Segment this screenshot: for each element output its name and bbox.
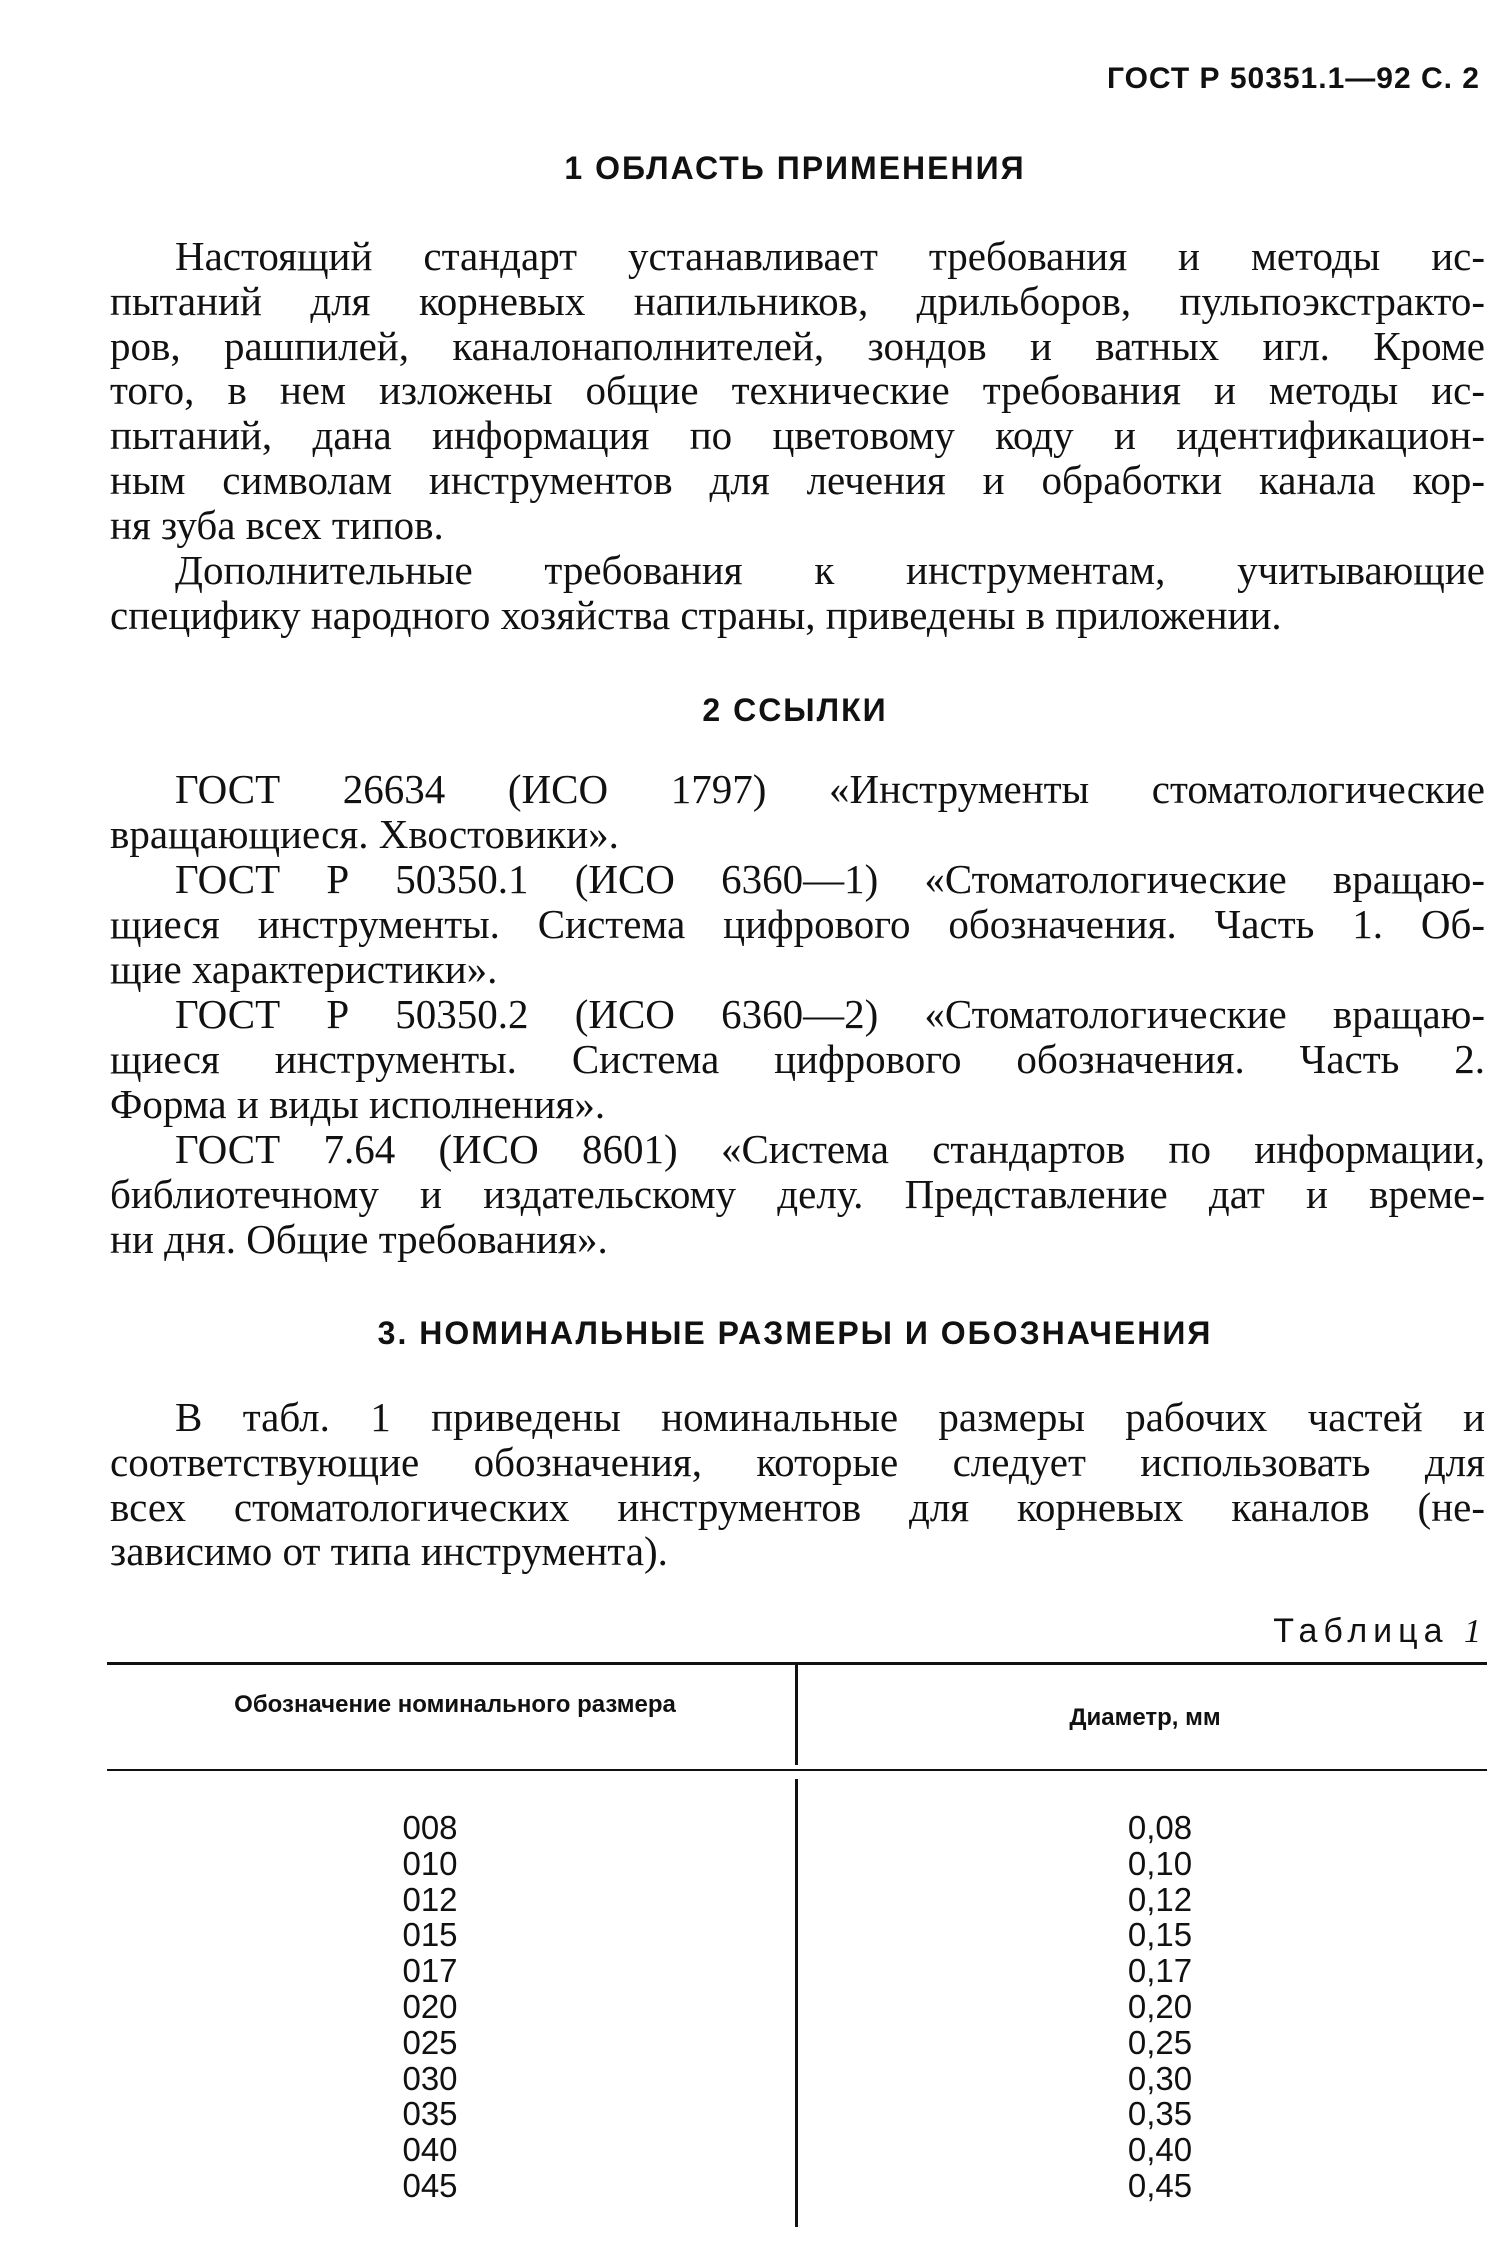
scope-paragraph-1 bbox=[110, 234, 1485, 548]
text-line: библиотечному и издательскому делу. Представление дат и време- bbox=[110, 1170, 1485, 1217]
column-header-diameter: Диаметр, мм bbox=[1069, 1704, 1221, 1731]
text-line: вращающиеся. Хвостовики». bbox=[110, 810, 619, 857]
table-cell-designation: 017 bbox=[402, 1952, 458, 1990]
text-line: щиеся инструменты. Система цифрового обозначения. Часть 2. bbox=[110, 1035, 1485, 1082]
table-header-column-divider bbox=[795, 1665, 798, 1765]
table-cell-diameter: 0,17 bbox=[1127, 1952, 1193, 1990]
text-line: щиеся инструменты. Система цифрового обозначения. Часть 1. Об- bbox=[110, 900, 1485, 947]
table-cell-designation: 012 bbox=[402, 1880, 458, 1918]
section-title-sizes: 3. НОМИНАЛЬНЫЕ РАЗМЕРЫ И ОБОЗНАЧЕНИЯ bbox=[377, 1315, 1213, 1351]
reference-item bbox=[110, 767, 1485, 857]
table-caption bbox=[1000, 1612, 1487, 1651]
text-line: пытаний, дана информация по цветовому коду и идентификацион- bbox=[110, 412, 1485, 459]
table-cell-designation: 035 bbox=[402, 2095, 458, 2133]
section-title-references: 2 ССЫЛКИ bbox=[702, 692, 888, 728]
text-line: ГОСТ 7.64 (ИСО 8601) «Система стандартов по информации, bbox=[175, 1126, 1485, 1172]
column-header-designation: Обозначение номинального размера bbox=[234, 1691, 676, 1718]
text-line: ГОСТ Р 50350.1 (ИСО 6360—1) «Стоматологические вращаю- bbox=[175, 856, 1485, 902]
sizes-paragraph bbox=[110, 1395, 1485, 1574]
reference-item bbox=[110, 1127, 1485, 1261]
table-cell-diameter: 0,20 bbox=[1127, 1987, 1193, 2025]
reference-item bbox=[110, 992, 1485, 1126]
table-cell-designation: 030 bbox=[402, 2059, 458, 2097]
text-line: зависимо от типа инструмента). bbox=[110, 1528, 668, 1575]
scope-paragraph-2 bbox=[110, 548, 1485, 638]
table-cell-diameter: 0,35 bbox=[1127, 2095, 1193, 2133]
running-header: ГОСТ Р 50351.1—92 С. 2 bbox=[1106, 62, 1480, 95]
table-cell-designation: 010 bbox=[402, 1844, 458, 1882]
reference-item bbox=[110, 857, 1485, 991]
table-cell-diameter: 0,10 bbox=[1127, 1844, 1193, 1882]
table-body-column-divider bbox=[795, 1779, 798, 2227]
designation-column bbox=[330, 1810, 530, 2204]
text-line: Форма и виды исполнения». bbox=[110, 1080, 606, 1127]
table-cell-designation: 015 bbox=[402, 1916, 458, 1954]
text-line: того, в нем изложены общие технические требования и методы ис- bbox=[110, 367, 1485, 414]
table-cell-diameter: 0,30 bbox=[1127, 2059, 1193, 2097]
table-cell-diameter: 0,40 bbox=[1127, 2131, 1193, 2169]
text-line: ГОСТ Р 50350.2 (ИСО 6360—2) «Стоматологические вращаю- bbox=[175, 991, 1485, 1037]
text-line: пытаний для корневых напильников, дрильборов, пульпоэкстракто- bbox=[110, 277, 1485, 324]
table-cell-designation: 045 bbox=[402, 2166, 458, 2204]
text-line: соответствующие обозначения, которые следует использовать для bbox=[110, 1438, 1485, 1485]
table-cell-designation: 008 bbox=[402, 1809, 458, 1846]
text-line: Настоящий стандарт устанавливает требования и методы ис- bbox=[175, 233, 1485, 279]
table-cell-designation: 025 bbox=[402, 2023, 458, 2061]
section-title-scope: 1 ОБЛАСТЬ ПРИМЕНЕНИЯ bbox=[564, 150, 1026, 186]
text-line: всех стоматологических инструментов для корневых каналов (не- bbox=[110, 1483, 1485, 1530]
table-caption-number: 1 bbox=[1464, 1613, 1487, 1650]
diameter-column bbox=[1060, 1810, 1260, 2204]
text-line: ным символам инструментов для лечения и обработки канала кор- bbox=[110, 456, 1485, 503]
text-line: ГОСТ 26634 (ИСО 1797) «Инструменты стоматологические bbox=[175, 766, 1485, 812]
table-cell-diameter: 0,45 bbox=[1127, 2166, 1193, 2204]
text-line: щие характеристики». bbox=[110, 945, 498, 992]
table-caption-word: Таблица bbox=[1273, 1612, 1449, 1650]
table-cell-diameter: 0,12 bbox=[1127, 1880, 1193, 1918]
table-cell-diameter: 0,15 bbox=[1127, 1916, 1193, 1954]
table-cell-designation: 040 bbox=[402, 2131, 458, 2169]
text-line: ров, рашпилей, каналонаполнителей, зондов и ватных игл. Кроме bbox=[110, 322, 1485, 369]
text-line: ни дня. Общие требования». bbox=[110, 1215, 608, 1262]
text-line: В табл. 1 приведены номинальные размеры рабочих частей и bbox=[175, 1394, 1485, 1440]
text-line: специфику народного хозяйства страны, приведены в приложении. bbox=[110, 591, 1282, 638]
table-cell-designation: 020 bbox=[402, 1987, 458, 2025]
text-line: Дополнительные требования к инструментам, учитывающие bbox=[175, 547, 1485, 593]
table-cell-diameter: 0,25 bbox=[1127, 2023, 1193, 2061]
table-cell-diameter: 0,08 bbox=[1127, 1809, 1193, 1846]
table-header-rule bbox=[107, 1769, 1487, 1771]
text-line: ня зуба всех типов. bbox=[110, 501, 444, 548]
